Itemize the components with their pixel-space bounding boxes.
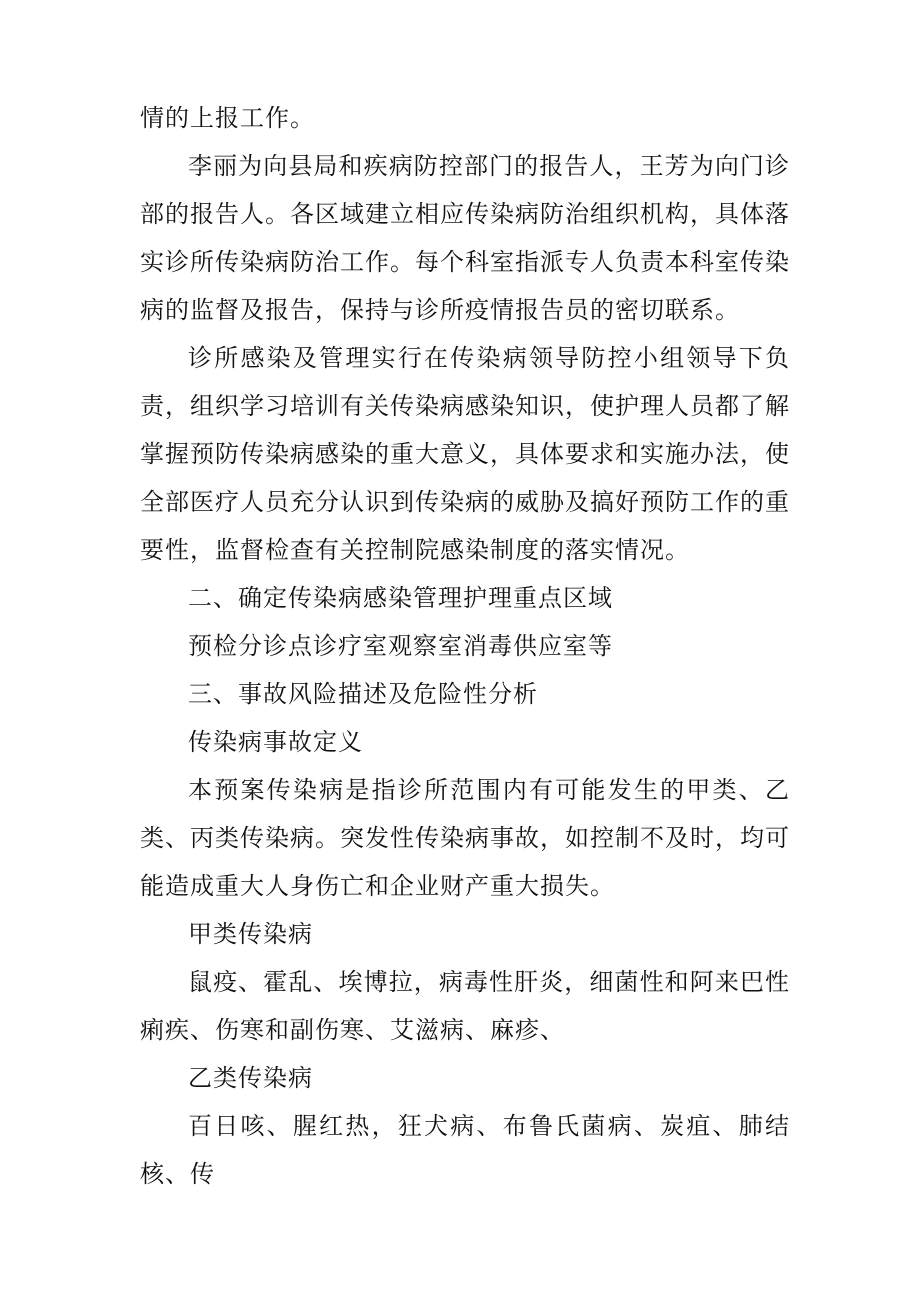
subheading-class-a: 甲类传染病 — [188, 920, 313, 948]
paragraph-class-b-list: 百日咳、腥红热，狂犬病、布鲁氏菌病、炭疽、肺结核、传 — [140, 1112, 790, 1188]
paragraph-reporters: 李丽为向县局和疾病防控部门的报告人，王芳为向门诊部的报告人。各区域建立相应传染病防治组织机构，具体落实诊所传染病防治工作。每个科室指派专人负责本科室传染病的监督及报告，保持与诊所疫情报告员的密切联系。 — [140, 152, 790, 324]
paragraph-class-a-list: 鼠疫、霍乱、埃博拉，病毒性肝炎，细菌性和阿来巴性痢疾、伤寒和副伤寒、艾滋病、麻疹、 — [140, 968, 790, 1044]
paragraph-definition: 本预案传染病是指诊所范围内有可能发生的甲类、乙类、丙类传染病。突发性传染病事故，如控制不及时，均可能造成重大人身伤亡和企业财产重大损失。 — [140, 776, 790, 900]
document-body — [140, 94, 790, 1198]
paragraph-continuation: 情的上报工作。 — [140, 104, 315, 132]
subheading-class-b: 乙类传染病 — [188, 1064, 313, 1092]
section-heading-key-areas: 二、确定传染病感染管理护理重点区域 — [188, 584, 613, 612]
section-heading-risk-analysis: 三、事故风险描述及危险性分析 — [188, 680, 538, 708]
paragraph-infection-management: 诊所感染及管理实行在传染病领导防控小组领导下负责，组织学习培训有关传染病感染知识，使护理人员都了解掌握预防传染病感染的重大意义，具体要求和实施办法，使全部医疗人员充分认识到传染病的威胁及搞好预防工作的重要性，监督检查有关控制院感染制度的落实情况。 — [140, 344, 790, 564]
paragraph-key-areas-list: 预检分诊点诊疗室观察室消毒供应室等 — [188, 632, 613, 660]
subheading-definition: 传染病事故定义 — [188, 728, 363, 756]
